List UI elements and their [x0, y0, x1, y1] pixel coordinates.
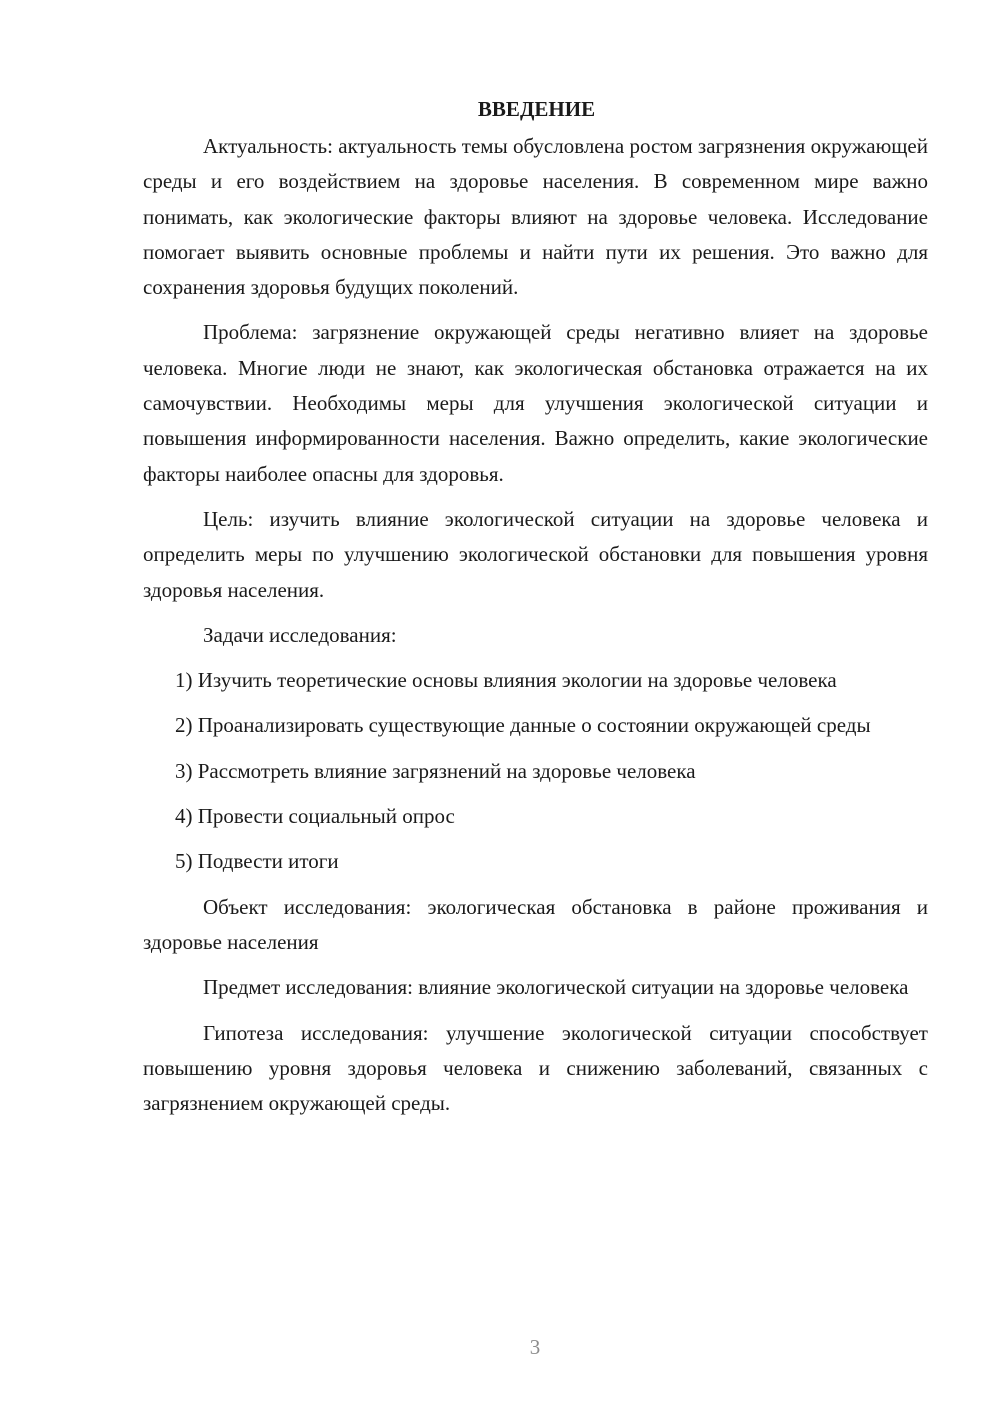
subject-paragraph: Предмет исследования: влияние экологической ситуации на здоровье человека: [203, 975, 909, 1000]
list-item: 5) Подвести итоги: [175, 849, 339, 874]
object-paragraph: Объект исследования: экологическая обстановка в районе проживания и здоровье населения: [143, 894, 928, 954]
goal-paragraph: Цель: изучить влияние экологической ситуации на здоровье человека и определить меры по улучшению экологической обстановки для повышения уровня здоровья населения.: [143, 506, 928, 602]
page-number: 3: [529, 1335, 541, 1359]
list-item: 1) Изучить теоретические основы влияния экологии на здоровье человека: [175, 668, 837, 693]
document-page: [143, 92, 928, 1131]
hypothesis-paragraph: Гипотеза исследования: улучшение экологической ситуации способствует повышению уровня здоровья человека и снижению заболеваний, связанных с загрязнением окружающей среды.: [143, 1020, 928, 1116]
relevance-paragraph: Актуальность: актуальность темы обусловлена ростом загрязнения окружающей среды и его воздействием на здоровье населения. В современном мире важно понимать, как экологические факторы влияют на здоровье человека. Исследование помогает выявить основные проблемы и найти пути их решения. Это важно для сохранения здоровья будущих поколений.: [143, 134, 928, 300]
list-item: 3) Рассмотреть влияние загрязнений на здоровье человека: [175, 758, 696, 783]
tasks-label: Задачи исследования:: [203, 622, 397, 647]
problem-paragraph: Проблема: загрязнение окружающей среды негативно влияет на здоровье человека. Многие люди не знают, как экологическая обстановка отражается на их самочувствии. Необходимы меры для улучшения экологической ситуации и повышения информированности населения. Важно определить, какие экологические факторы наиболее опасны для здоровья.: [143, 320, 928, 486]
section-heading: ВВЕДЕНИЕ: [477, 97, 596, 121]
list-item: 2) Проанализировать существующие данные о состоянии окружающей среды: [175, 713, 871, 738]
tasks-list: [143, 663, 928, 879]
list-item: 4) Провести социальный опрос: [175, 804, 455, 829]
